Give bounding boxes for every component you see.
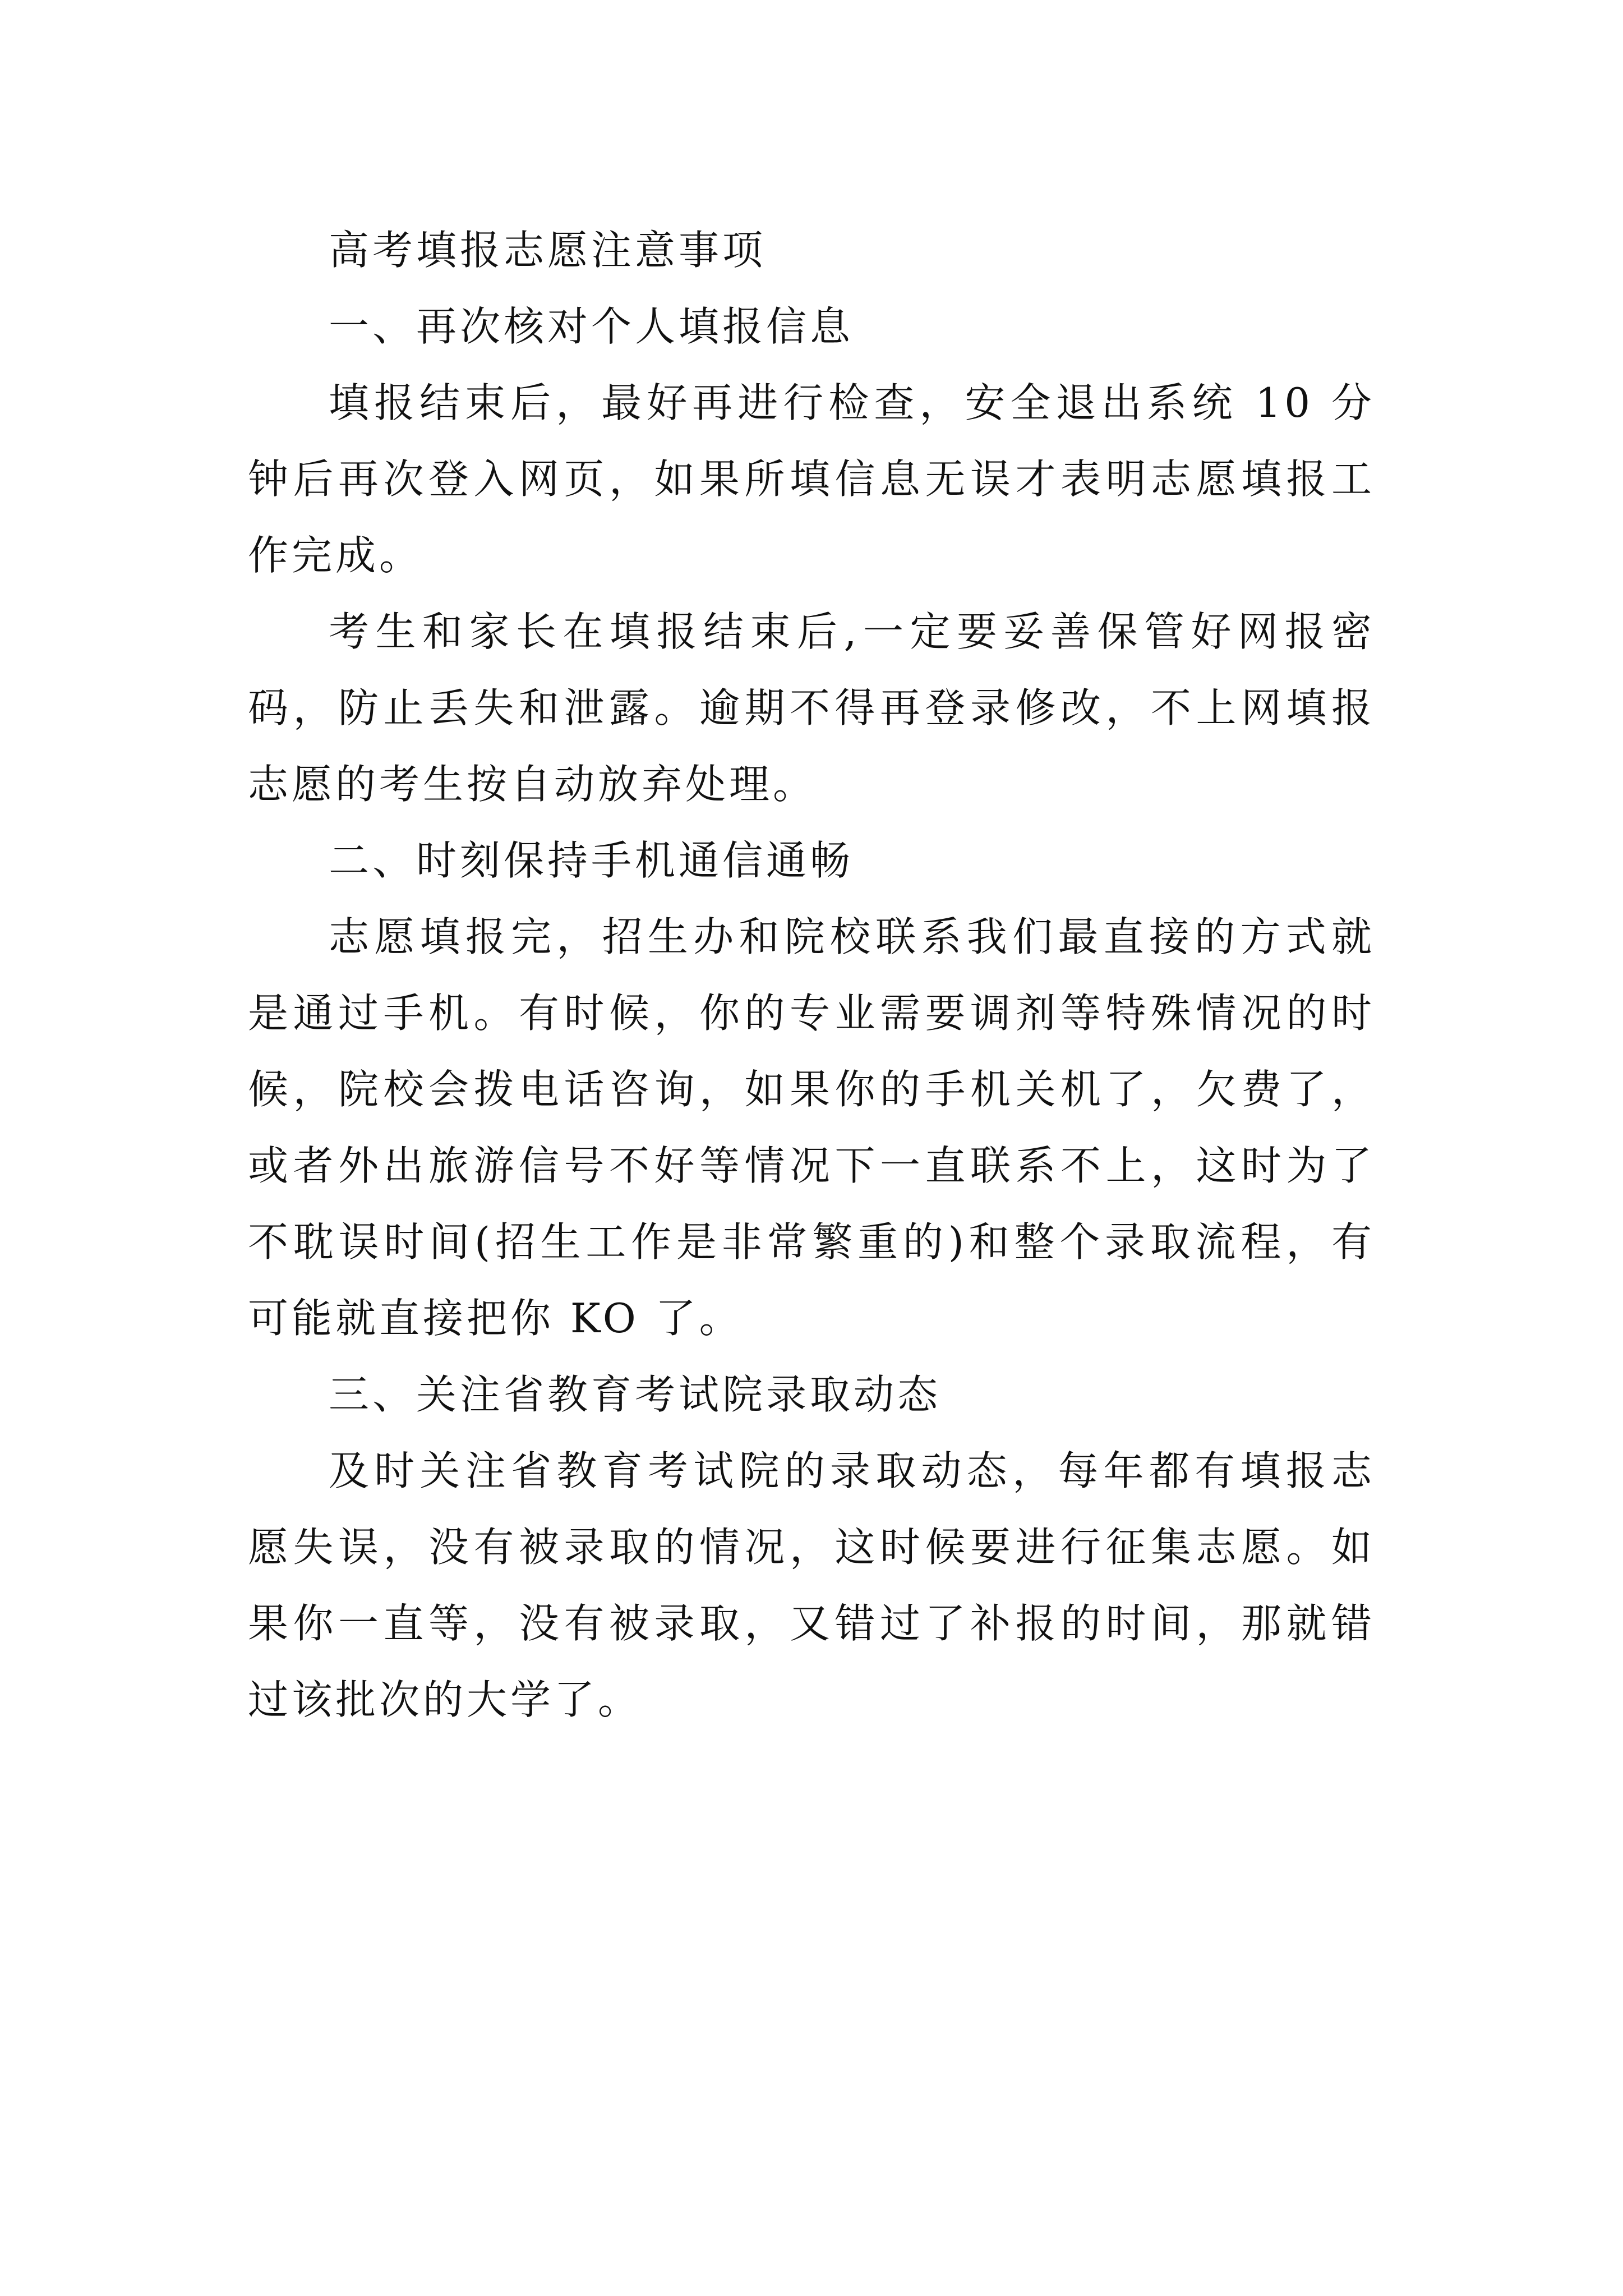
document-title: 高考填报志愿注意事项: [329, 227, 767, 274]
section-heading-2: 二、时刻保持手机通信通畅: [329, 837, 854, 884]
paragraph: 考生和家长在填报结束后,一定要妥善保管好网报密码，防止丢失和泄露。逾期不得再登录修改，不上网填报志愿的考生按自动放弃处理。: [248, 608, 1375, 808]
section-heading-1: 一、再次核对个人填报信息: [329, 303, 854, 350]
paragraph: 填报结束后，最好再进行检查，安全退出系统 10 分钟后再次登入网页，如果所填信息无误才表明志愿填报工作完成。: [248, 379, 1375, 579]
document-body: [248, 212, 1375, 1738]
section-heading-3: 三、关注省教育考试院录取动态: [329, 1371, 942, 1418]
paragraph: 及时关注省教育考试院的录取动态，每年都有填报志愿失误，没有被录取的情况，这时候要进行征集志愿。如果你一直等，没有被录取，又错过了补报的时间，那就错过该批次的大学了。: [248, 1447, 1375, 1723]
paragraph: 志愿填报完，招生办和院校联系我们最直接的方式就是通过手机。有时候，你的专业需要调剂等特殊情况的时候，院校会拨电话咨询，如果你的手机关机了，欠费了，或者外出旅游信号不好等情况下一直联系不上，这时为了不耽误时间(招生工作是非常繁重的)和整个录取流程，有可能就直接把你 KO 了。: [248, 913, 1375, 1342]
